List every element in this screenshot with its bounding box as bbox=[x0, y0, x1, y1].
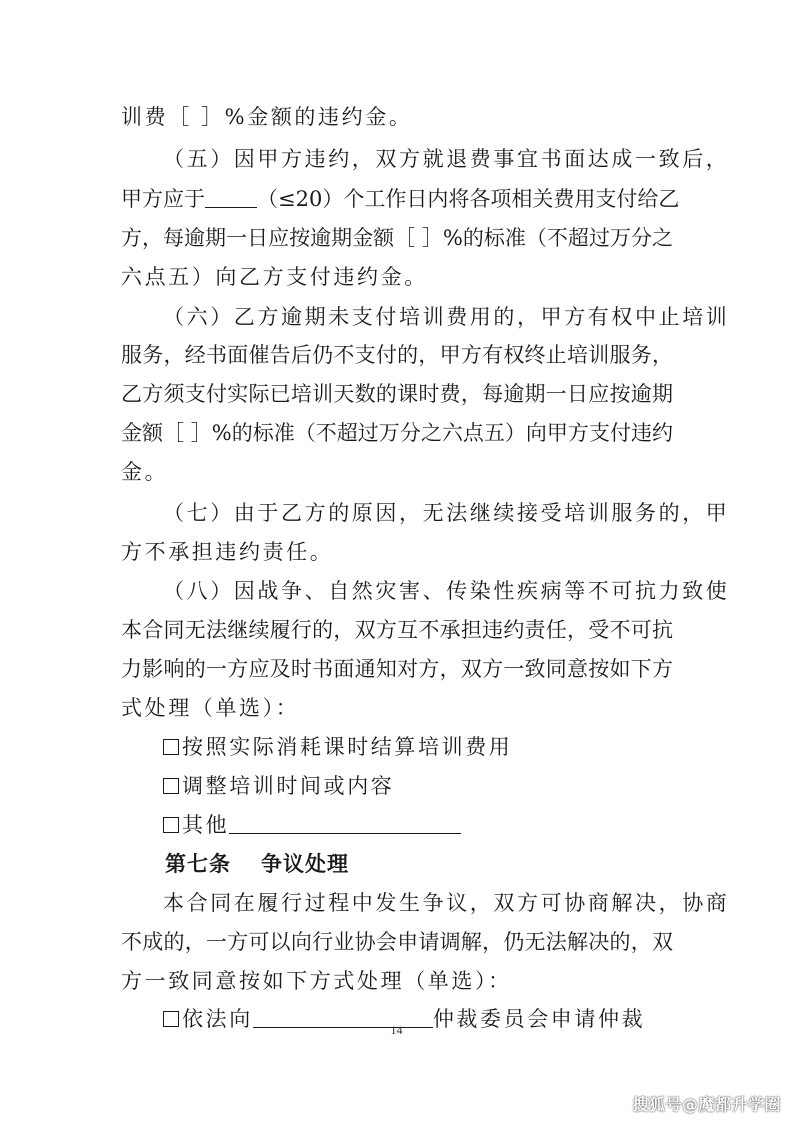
dispute-line: 本合同在履行过程中发生争议，双方可协商解决，协商 bbox=[163, 891, 730, 915]
blank-field-other bbox=[229, 813, 461, 834]
paragraph-line: 训费［ ］%金额的违约金。 bbox=[121, 105, 413, 129]
clause-6-line: 乙方须支付实际已培训天数的课时费，每逾期一日应按逾期 bbox=[121, 382, 673, 406]
clause-5-line bbox=[121, 186, 680, 212]
option-label: 其他 bbox=[182, 813, 230, 837]
clause-6-line: 金额［ ］%的标准（不超过万分之六点五）向甲方支付违约 bbox=[121, 421, 673, 445]
clause-8-line: 力影响的一方应及时书面通知对方，双方一致同意按如下方 bbox=[121, 657, 673, 681]
option-item[interactable] bbox=[163, 734, 512, 760]
section-number: 第七条 bbox=[165, 852, 231, 876]
line-text-after-blank: （≤20）个工作日内将各项相关费用支付给乙 bbox=[257, 187, 680, 211]
clause-8-line: 本合同无法继续履行的，双方互不承担违约责任，受不可抗 bbox=[121, 618, 673, 642]
clause-5-line: 六点五）向乙方支付违约金。 bbox=[121, 265, 428, 289]
section-heading bbox=[165, 851, 349, 877]
option-label: 按照实际消耗课时结算培训费用 bbox=[182, 735, 513, 759]
section-title: 争议处理 bbox=[261, 852, 349, 876]
clause-7-line: 方不承担违约责任。 bbox=[121, 540, 334, 564]
watermark: 搜狐号@魔都升学圈 bbox=[632, 1095, 781, 1114]
clause-8-line: （八）因战争、自然灾害、传染性疾病等不可抗力致使 bbox=[163, 579, 730, 603]
page-number: 14 bbox=[390, 1023, 403, 1037]
option-label: 依法向 bbox=[182, 1007, 253, 1031]
clause-6-line: （六）乙方逾期未支付培训费用的，甲方有权中止培训 bbox=[163, 305, 730, 329]
option-label: 调整培训时间或内容 bbox=[182, 774, 395, 798]
blank-field-workdays bbox=[205, 187, 257, 208]
clause-6-line: 金。 bbox=[121, 460, 169, 484]
dispute-line: 方一致同意按如下方式处理（单选）： bbox=[121, 969, 512, 993]
checkbox[interactable] bbox=[163, 778, 179, 794]
clause-5-line: 方，每逾期一日应按逾期金额［ ］%的标准（不超过万分之 bbox=[121, 226, 673, 250]
option-label: 仲裁委员会申请仲裁 bbox=[432, 1007, 646, 1031]
checkbox[interactable] bbox=[163, 817, 179, 833]
clause-6-line: 服务，经书面催告后仍不支付的，甲方有权终止培训服务， bbox=[121, 343, 673, 367]
clause-7-line: （七）由于乙方的原因，无法继续接受培训服务的，甲 bbox=[163, 501, 730, 525]
option-item[interactable] bbox=[163, 812, 461, 838]
option-item[interactable] bbox=[163, 773, 394, 799]
clause-8-line: 式处理（单选）： bbox=[121, 696, 300, 720]
checkbox[interactable] bbox=[163, 739, 179, 755]
clause-5-line: （五）因甲方违约，双方就退费事宜书面达成一致后， bbox=[163, 147, 730, 171]
line-text-before-blank: 甲方应于 bbox=[121, 187, 205, 211]
dispute-line: 不成的，一方可以向行业协会申请调解，仍无法解决的，双 bbox=[121, 930, 673, 954]
